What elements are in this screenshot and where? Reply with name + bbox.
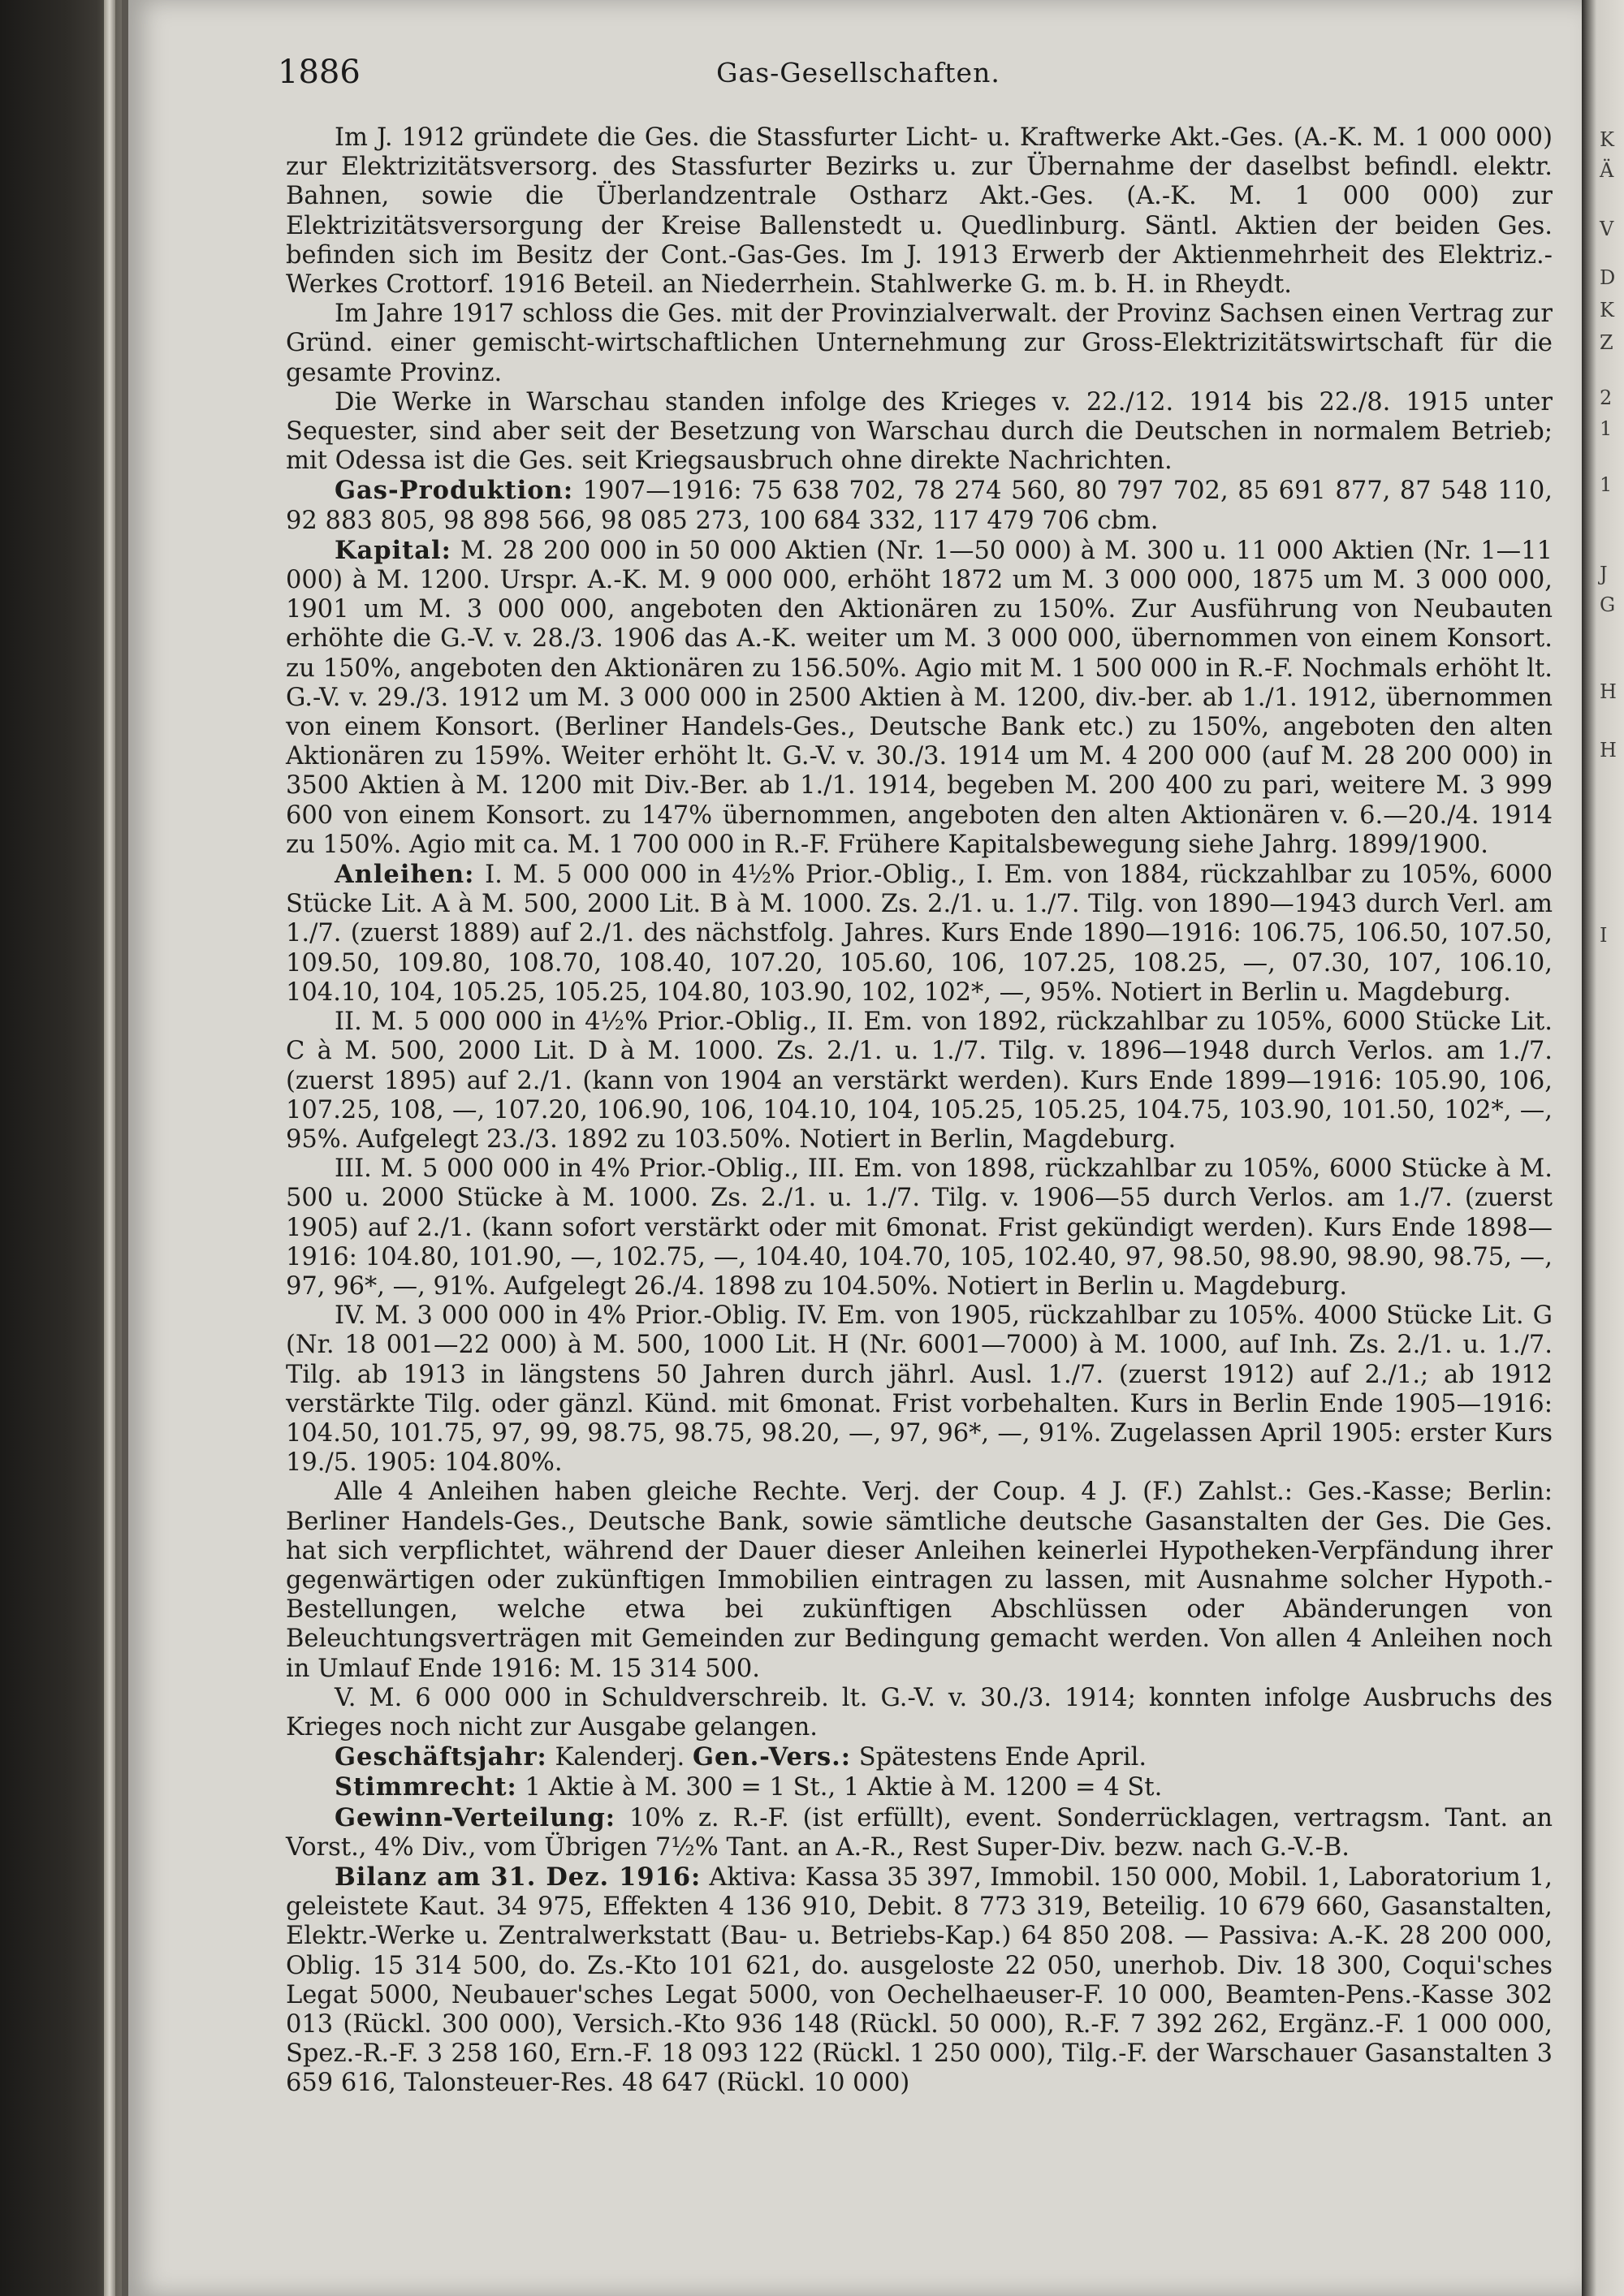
- margin-fragment: H: [1600, 739, 1617, 762]
- paragraph-text: 1 Aktie à M. 300 = 1 St., 1 Aktie à M. 1200 = 4 St.: [516, 1773, 1163, 1802]
- paragraph: [286, 123, 1553, 300]
- margin-fragment: 1: [1600, 417, 1613, 440]
- section-heading: Gewinn-Verteilung:: [335, 1802, 616, 1832]
- section-heading: Geschäftsjahr:: [335, 1742, 547, 1772]
- section-geschaeftsjahr: [286, 1742, 1553, 1772]
- paragraph-text: 10% z. R.-F. (ist erfüllt), event. Sonderrücklagen, vertragsm. Tant. an Vorst., 4% Div., vom Übrigen 7½% Tant. an A.-R., Rest Super-Div. bezw. nach G.-V.-B.: [286, 1803, 1553, 1862]
- margin-fragment: Z: [1600, 331, 1613, 354]
- section-anleihen: [286, 860, 1553, 1008]
- paragraph-text: III. M. 5 000 000 in 4% Prior.-Oblig., III. Em. von 1898, rückzahlbar zu 105%, 6000 Stücke à M. 500 u. 2000 Stücke à M. 1000. Zs. 2./1. u. 1./7. Tilg. v. 1906—55 durch Verlos. am 1./7. (zuerst 1905) auf 2./1. (kann sofort verstärkt oder mit 6monat. Frist gekündigt werden). Kurs Ende 1898—1916: 104.80, 101.90, —, 102.75, —, 104.40, 104.70, 105, 102.40, 97, 98.50, 98.90, 98.90, 98.75, —, 97, 96*, —, 91%. Aufgelegt 26./4. 1898 zu 104.50%. Notiert in Berlin u. Magdeburg.: [286, 1154, 1553, 1301]
- section-heading: Gen.-Vers.:: [692, 1742, 852, 1772]
- paragraph-text: Alle 4 Anleihen haben gleiche Rechte. Verj. der Coup. 4 J. (F.) Zahlst.: Ges.-Kasse; Berlin: Berliner Handels-Ges., Deutsche Bank, sowie sämtliche deutsche Gasanstalten der Ges. Die Ges. hat sich verpflichtet, während der Dauer dieser Anleihen keinerlei Hypotheken-Verpfändung ihrer gegenwärtigen oder zukünftigen Immobilien eintragen zu lassen, mit Ausnahme solcher Hypoth.-Bestellungen, welche etwa bei zukünftigen Abschlüssen oder Abänderungen von Beleuchtungsverträgen mit Gemeinden zur Bedingung gemacht werden. Von allen 4 Anleihen noch in Umlauf Ende 1916: M. 15 314 500.: [286, 1478, 1553, 1683]
- section-gas-produktion: [286, 476, 1553, 535]
- paragraph-text: 1907—1916: 75 638 702, 78 274 560, 80 797 702, 85 691 877, 87 548 110, 92 883 805, 98 898 566, 98 085 273, 100 684 332, 117 479 706 cbm.: [286, 477, 1553, 535]
- margin-fragment: Ä: [1600, 159, 1614, 182]
- running-title: Gas-Gesellschaften.: [716, 57, 1000, 88]
- paragraph-text: Spätestens Ende April.: [851, 1743, 1147, 1772]
- paragraph-text: Aktiva: Kassa 35 397, Immobil. 150 000, Mobil. 1, Laboratorium 1, geleistete Kaut. 34 975, Effekten 4 136 910, Debit. 8 773 319, Beteilig. 10 679 660, Gasanstalten, Elektr.-Werke u. Zentralwerkstatt (Bau- u. Betriebs-Kap.) 64 850 208. — Passiva: A.-K. 28 200 000, Oblig. 15 314 500, do. Zs.-Kto 101 621, do. ausgeloste 22 050, unerhob. Div. 18 300, Coqui'sches Legat 5000, Neubauer'sches Legat 5000, von Oechelhaeuser-F. 10 000, Beamten-Pens.-Kasse 302 013 (Rückl. 300 000), Versich.-Kto 936 148 (Rückl. 50 000), R.-F. 7 392 262, Ergänz.-F. 1 000 000, Spez.-R.-F. 3 258 160, Ern.-F. 18 093 122 (Rückl. 1 250 000), Tilg.-F. der Warschauer Gasanstalten 3 659 616, Talonsteuer-Res. 48 647 (Rückl. 10 000): [286, 1862, 1553, 2098]
- margin-fragment: K: [1600, 128, 1614, 151]
- paragraph: [286, 1154, 1553, 1301]
- section-kapital: [286, 536, 1553, 860]
- page-edge: [104, 0, 115, 2296]
- paragraph: [286, 1008, 1553, 1154]
- margin-fragment: G: [1600, 593, 1616, 616]
- paragraph: [286, 1478, 1553, 1683]
- paragraph-text: II. M. 5 000 000 in 4½% Prior.-Oblig., II. Em. von 1892, rückzahlbar zu 105%, 6000 Stücke Lit. C à M. 500, 2000 Lit. D à M. 1000. Zs. 2./1. u. 1./7. Tilg. v. 1896—1948 durch Verlos. am 1./7. (zuerst 1895) auf 2./1. (kann von 1904 an verstärkt werden). Kurs Ende 1899—1916: 105.90, 106, 107.25, 108, —, 107.20, 106.90, 106, 104.10, 104, 105.25, 105.25, 104.75, 103.90, 101.50, 102*, —, 95%. Aufgelegt 23./3. 1892 zu 103.50%. Notiert in Berlin, Magdeburg.: [286, 1008, 1553, 1154]
- section-heading: Gas-Produktion:: [335, 476, 574, 506]
- paragraph-text: IV. M. 3 000 000 in 4% Prior.-Oblig. IV. Em. von 1905, rückzahlbar zu 105%. 4000 Stücke Lit. G (Nr. 18 001—22 000) à M. 500, 1000 Lit. H (Nr. 6001—7000) à M. 1000, auf Inh. Zs. 2./1. u. 1./7. Tilg. ab 1913 in längstens 50 Jahren durch jährl. Ausl. 1./7. (zuerst 1912) auf 2./1.; ab 1912 verstärkte Tilg. oder gänzl. Künd. mit 6monat. Frist vorbehalten. Kurs in Berlin Ende 1905—1916: 104.50, 101.75, 97, 99, 98.75, 98.75, 98.20, —, 97, 96*, —, 91%. Zugelassen April 1905: erster Kurs 19./5. 1905: 104.80%.: [286, 1301, 1553, 1478]
- paragraph-text: I. M. 5 000 000 in 4½% Prior.-Oblig., I. Em. von 1884, rückzahlbar zu 105%, 6000 Stücke Lit. A à M. 500, 2000 Lit. B à M. 1000. Zs. 2./1. u. 1./7. Tilg. von 1890—1943 durch Verl. am 1./7. (zuerst 1889) auf 2./1. des nächstfolg. Jahres. Kurs Ende 1890—1916: 106.75, 106.50, 107.50, 109.50, 109.80, 108.70, 108.40, 107.20, 105.60, 106, 107.25, 108.25, —, 07.30, 107, 106.10, 104.10, 104, 105.25, 105.25, 104.80, 103.90, 102, 102*, —, 95%. Notiert in Berlin u. Magdeburg.: [286, 861, 1553, 1007]
- margin-fragment: 1: [1600, 473, 1613, 496]
- section-heading: Kapital:: [335, 535, 451, 565]
- paragraph: [286, 1684, 1553, 1742]
- paragraph-text: Die Werke in Warschau standen infolge des Krieges v. 22./12. 1914 bis 22./8. 1915 unter Sequester, sind aber seit der Besetzung von Warschau durch die Deutschen in normalem Betrieb; mit Odessa ist die Ges. seit Kriegsausbruch ohne direkte Nachrichten.: [286, 387, 1553, 476]
- section-heading: Bilanz am 31. Dez. 1916:: [335, 1862, 702, 1892]
- body-text: [286, 123, 1553, 2099]
- margin-fragment: 2: [1600, 386, 1613, 409]
- section-stimmrecht: [286, 1772, 1553, 1802]
- paragraph: [286, 300, 1553, 388]
- margin-fragment: J: [1600, 563, 1608, 585]
- section-heading: Anleihen:: [335, 860, 475, 890]
- margin-fragment: I: [1600, 924, 1608, 947]
- paragraph-text: M. 28 200 000 in 50 000 Aktien (Nr. 1—50 000) à M. 300 u. 11 000 Aktien (Nr. 1—11 000) à M. 1200. Urspr. A.-K. M. 9 000 000, erhöht 1872 um M. 3 000 000, 1875 um M. 3 000 000, 1901 um M. 3 000 000, angeboten den Aktionären zu 150%. Zur Ausführung von Neubauten erhöhte die G.-V. v. 28./3. 1906 das A.-K. weiter um M. 3 000 000, übernommen von einem Konsort. zu 150%, angeboten den Aktionären zu 156.50%. Agio mit M. 1 500 000 in R.-F. Nochmals erhöht lt. G.-V. v. 29./3. 1912 um M. 3 000 000 in 2500 Aktien à M. 1200, div.-ber. ab 1./1. 1912, übernommen von einem Konsort. (Berliner Handels-Ges., Deutsche Bank etc.) zu 150%, angeboten den alten Aktionären zu 159%. Weiter erhöht lt. G.-V. v. 30./3. 1914 um M. 4 200 000 (auf M. 28 200 000) in 3500 Aktien à M. 1200 mit Div.-Ber. ab 1./1. 1914, begeben M. 200 400 zu pari, weitere M. 3 999 600 von einem Konsort. zu 147% übernommen, angeboten den alten Aktionären v. 6.—20./4. 1914 zu 150%. Agio mit ca. M. 1 700 000 in R.-F. Frühere Kapitalsbewegung siehe Jahrg. 1899/1900.: [286, 536, 1553, 859]
- margin-fragment: H: [1600, 680, 1617, 703]
- section-gewinn-verteilung: [286, 1803, 1553, 1862]
- section-bilanz: [286, 1862, 1553, 2099]
- page-header: [148, 47, 1569, 96]
- paragraph: [286, 1301, 1553, 1478]
- margin-fragment: K: [1600, 299, 1614, 322]
- margin-fragment: D: [1600, 266, 1616, 289]
- paragraph-text: Im Jahre 1917 schloss die Ges. mit der Provinzialverwalt. der Provinz Sachsen einen Vertrag zur Gründ. einer gemischt-wirtschaftlichen Unternehmung zur Gross-Elektrizitätswirtschaft für die gesamte Provinz.: [286, 300, 1553, 387]
- paragraph: [286, 388, 1553, 477]
- margin-fragment: V: [1600, 218, 1614, 240]
- facing-page-margin: [1582, 0, 1624, 2296]
- paragraph-text: Im J. 1912 gründete die Ges. die Stassfurter Licht- u. Kraftwerke Akt.-Ges. (A.-K. M. 1 000 000) zur Elektrizitätsversorg. des Stassfurter Bezirks u. zur Übernahme der daselbst befindl. elektr. Bahnen, sowie die Überlandzentrale Ostharz Akt.-Ges. (A.-K. M. 1 000 000) zur Elektrizitätsversorgung der Kreise Ballenstedt u. Quedlinburg. Säntl. Aktien der beiden Ges. befinden sich im Besitz der Cont.-Gas-Ges. Im J. 1913 Erwerb der Aktienmehrheit des Elektriz.-Werkes Crottorf. 1916 Beteil. an Niederrhein. Stahlwerke G. m. b. H. in Rheydt.: [286, 123, 1553, 300]
- section-heading: Stimmrecht:: [335, 1772, 517, 1802]
- paragraph-text: V. M. 6 000 000 in Schuldverschreib. lt. G.-V. v. 30./3. 1914; konnten infolge Ausbruchs des Krieges noch nicht zur Ausgabe gelangen.: [286, 1683, 1553, 1741]
- page-number: 1886: [278, 54, 361, 91]
- paragraph-text: Kalenderj.: [546, 1743, 693, 1772]
